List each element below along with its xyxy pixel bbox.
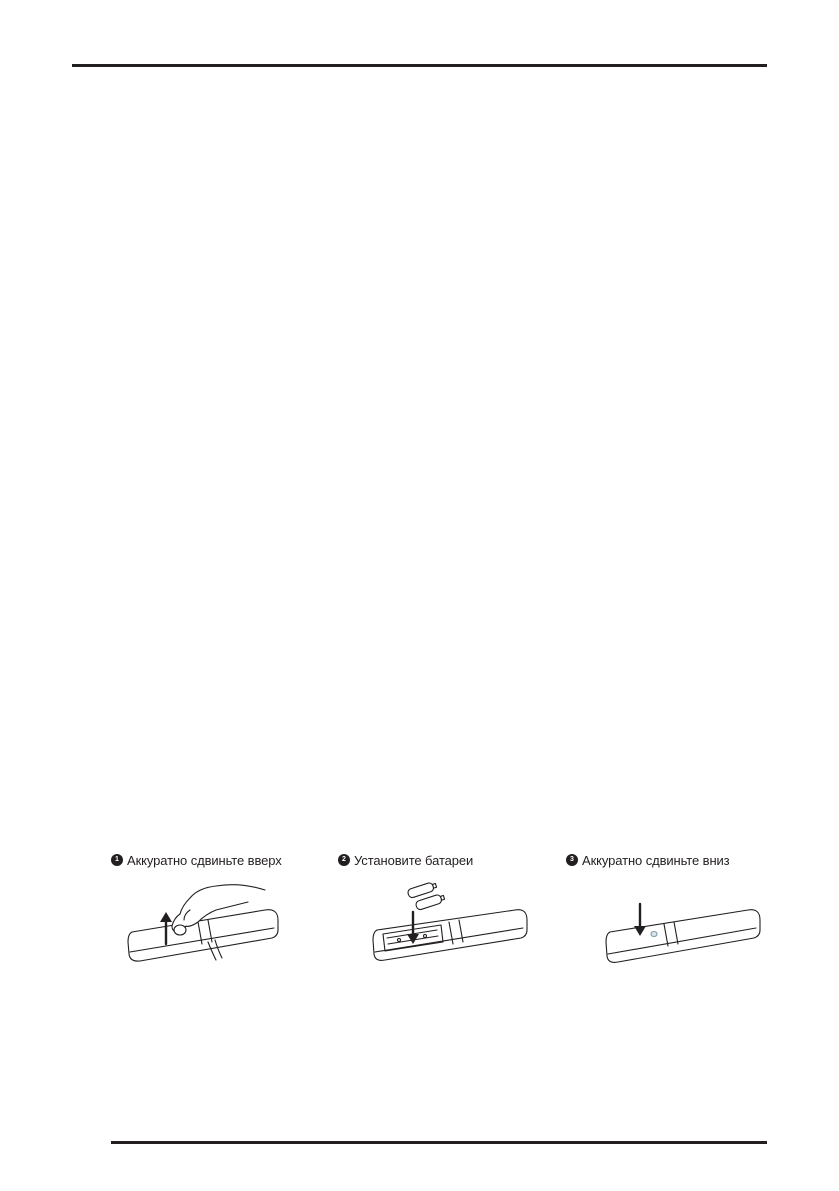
step-3-caption (566, 850, 730, 870)
step-3-number: 3 (566, 854, 578, 866)
step-2-number: 2 (338, 854, 350, 866)
step-1-number: 1 (111, 854, 123, 866)
header-rule (72, 64, 767, 67)
step-3-label: Аккуратно сдвиньте вниз (582, 852, 730, 868)
remote-close-cover-icon (598, 900, 770, 966)
step-1-caption (111, 850, 282, 870)
step-2-label: Установите батареи (354, 852, 474, 868)
footer-rule (111, 1141, 767, 1144)
step-2-caption (338, 850, 473, 870)
step-1-label: Аккуратно сдвиньте вверх (127, 852, 282, 868)
remote-open-cover-icon (120, 880, 280, 962)
remote-insert-batteries-icon (365, 882, 535, 964)
